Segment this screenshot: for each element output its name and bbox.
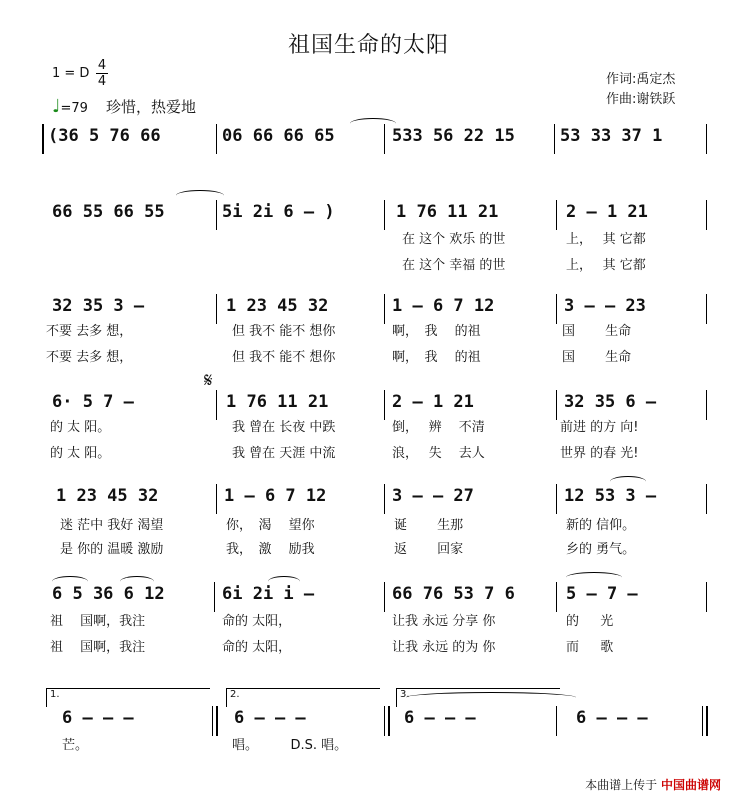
lyric-verse-1: 在 这个 欢乐 的世	[402, 232, 506, 247]
expression-marking: 珍惜，热爱地	[106, 98, 197, 116]
lyric-verse-1: 命的 太阳，	[222, 614, 292, 629]
lyric-verse-1: 让我 永远 分享 你	[392, 614, 496, 629]
repeat-barline	[212, 706, 213, 736]
measure: 1 23 45 32	[56, 486, 159, 506]
tie	[406, 692, 576, 703]
measure: 1 – 6 7 12	[392, 296, 495, 316]
lyric-verse-2: 让我 永远 的为 你	[392, 640, 496, 655]
lyric-verse-2: 我， 激 励我	[226, 542, 315, 557]
measure: 2 – 1 21	[392, 392, 474, 412]
lyric-verse-2: 返 回家	[394, 542, 464, 557]
measure: 2 – 1 21	[566, 202, 648, 222]
barline	[706, 390, 707, 420]
lyric-verse-2: 浪， 失 去人	[392, 446, 485, 461]
measure: 3 – – 27	[392, 486, 474, 506]
measure: 1 76 11 21	[226, 392, 329, 412]
lyric-verse-1: 我 曾在 长夜 中跌	[232, 420, 336, 435]
measure: 6i 2i i –	[222, 584, 315, 604]
measure: (36 5 76 66	[48, 126, 161, 146]
lyric-verse-1: 新的 信仰。	[566, 518, 636, 533]
barline	[556, 582, 557, 612]
lyric-verse-2: 上， 其 它都	[566, 258, 646, 273]
lyric-verse-2: 我 曾在 天涯 中流	[232, 446, 336, 461]
measure: 6 5 36 6 12	[52, 584, 165, 604]
lyric-verse-1: 前进 的方 向!	[560, 420, 639, 435]
measure: 533 56 22 15	[392, 126, 515, 146]
measure: 1 23 45 32	[226, 296, 329, 316]
barline	[556, 294, 557, 324]
barline	[706, 200, 707, 230]
measure: 66 55 66 55	[52, 202, 165, 222]
barline	[556, 484, 557, 514]
tempo-value: =79	[60, 101, 88, 116]
barline	[216, 200, 217, 230]
barline	[556, 706, 557, 736]
measure: 53 33 37 1	[560, 126, 663, 146]
lyric-verse-1: 你， 渴 望你	[226, 518, 315, 533]
barline	[554, 124, 555, 154]
lyric-verse-2: 是 你的 温暖 激励	[60, 542, 164, 557]
time-signature	[96, 58, 108, 89]
barline	[388, 706, 390, 736]
barline	[706, 582, 707, 612]
meter-bottom: 4	[97, 74, 107, 89]
measure: 5 – 7 –	[566, 584, 638, 604]
site-logo[interactable]: 中国曲谱网	[660, 778, 721, 792]
barline	[216, 124, 217, 154]
measure: 1 76 11 21	[396, 202, 499, 222]
lyric-verse-2: 命的 太阳，	[222, 640, 292, 655]
lyric-verse-1: 的 光	[566, 614, 614, 629]
barline	[556, 390, 557, 420]
lyric-verse-2: 在 这个 幸福 的世	[402, 258, 506, 273]
measure: 5i 2i 6 – )	[222, 202, 335, 222]
lyric-verse-1: 芒。	[62, 738, 89, 753]
composer: 作曲:谢铁跃	[606, 92, 676, 107]
credits	[606, 70, 675, 110]
volta-3: 3.	[396, 688, 560, 707]
quarter-note-icon: ♩	[52, 96, 61, 117]
lyric-verse-1: 倒， 辨 不清	[392, 420, 485, 435]
barline	[214, 582, 215, 612]
measure: 3 – – 23	[564, 296, 646, 316]
lyric-verse-2: 但 我不 能不 想你	[232, 350, 336, 365]
measure: 6 – – –	[576, 708, 648, 728]
tempo-marking	[52, 96, 88, 117]
lyric-verse-1: 啊， 我 的祖	[392, 324, 481, 339]
volta-2: 2.	[226, 688, 380, 707]
lyric-verse-1: 国 生命	[562, 324, 632, 339]
lyric-verse-2: 而 歌	[566, 640, 614, 655]
lyric-verse-1: 上， 其 它都	[566, 232, 646, 247]
barline	[384, 390, 385, 420]
measure: 66 76 53 7 6	[392, 584, 515, 604]
lyric-verse-2: 啊， 我 的祖	[392, 350, 481, 365]
barline	[706, 484, 707, 514]
barline	[706, 124, 707, 154]
lyric-verse-1: 祖 国啊，我注	[50, 614, 146, 629]
key-signature: 1 = D	[52, 66, 90, 81]
segno-icon: 𝄋	[204, 368, 213, 392]
barline	[384, 582, 385, 612]
slur	[566, 572, 622, 583]
measure: 6 – – –	[62, 708, 134, 728]
lyric-verse-2: 国 生命	[562, 350, 632, 365]
lyric-verse-1: 不要 去多 想，	[46, 324, 133, 339]
final-barline	[706, 706, 708, 736]
lyricist: 作词:禹定杰	[606, 72, 676, 87]
barline	[216, 390, 217, 420]
meter-top: 4	[97, 58, 107, 73]
repeat-barline	[216, 706, 218, 736]
lyric-verse-1: 但 我不 能不 想你	[232, 324, 336, 339]
barline	[556, 200, 557, 230]
barline	[706, 294, 707, 324]
barline	[216, 294, 217, 324]
measure: 6 – – –	[234, 708, 306, 728]
barline	[42, 124, 44, 154]
final-barline	[702, 706, 703, 736]
lyric-verse-2: 不要 去多 想，	[46, 350, 133, 365]
barline	[216, 484, 217, 514]
slur	[350, 118, 396, 129]
lyric-verse-1: 迷 茫中 我好 渴望	[60, 518, 164, 533]
song-title: 祖国生命的太阳	[287, 33, 449, 58]
measure: 6· 5 7 –	[52, 392, 134, 412]
barline	[384, 124, 385, 154]
measure: 06 66 66 65	[222, 126, 335, 146]
barline	[384, 706, 385, 736]
lyric-verse-2: 世界 的春 光!	[560, 446, 639, 461]
barline	[384, 294, 385, 324]
measure: 32 35 3 –	[52, 296, 145, 316]
lyric-verse-1: 的 太 阳。	[50, 420, 111, 435]
measure: 6 – – –	[404, 708, 476, 728]
barline	[384, 484, 385, 514]
lyric-verse-2: 祖 国啊，我注	[50, 640, 146, 655]
barline	[384, 200, 385, 230]
measure: 1 – 6 7 12	[224, 486, 327, 506]
lyric-verse-1: 诞 生那	[394, 518, 464, 533]
footer-prefix: 本曲谱上传于	[585, 778, 658, 792]
measure: 12 53 3 –	[564, 486, 657, 506]
volta-1: 1.	[46, 688, 210, 707]
lyric-verse-2: 的 太 阳。	[50, 446, 111, 461]
lyric-verse-2: 乡的 勇气。	[566, 542, 636, 557]
upload-footer	[585, 776, 721, 793]
measure: 32 35 6 –	[564, 392, 657, 412]
lyric-verse-1: 唱。 D.S. 唱。	[232, 738, 348, 753]
